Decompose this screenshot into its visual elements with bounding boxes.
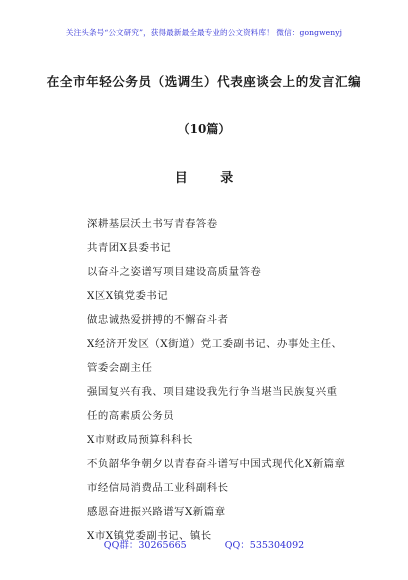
toc-item-text: 做忠诚热爱拼搏的不懈奋斗者 bbox=[87, 314, 229, 326]
toc-item-text: X区X镇党委书记 bbox=[87, 290, 169, 302]
toc-item-text: X市X镇党委副书记、镇长 bbox=[87, 530, 212, 542]
toc-item-text-continued: 任的高素质公务员 bbox=[87, 410, 175, 422]
toc-item-text: 以奋斗之姿谱写项目建设高质量答卷 bbox=[87, 266, 262, 278]
toc-item bbox=[87, 452, 367, 476]
toc-item bbox=[87, 428, 367, 452]
toc-item bbox=[87, 212, 367, 236]
toc-item-text: 强国复兴有我、项目建设我先行争当堪当民族复兴重 bbox=[87, 386, 338, 398]
table-of-contents bbox=[87, 212, 367, 548]
toc-item bbox=[87, 500, 367, 524]
toc-heading: 目 录 bbox=[174, 171, 248, 186]
toc-item bbox=[87, 236, 367, 260]
toc-item bbox=[87, 308, 367, 332]
toc-item-text: 市经信局消费品工业科副科长 bbox=[87, 482, 229, 494]
header-promo-note: 关注头条号“公文研究”，获得最新最全最专业的公文资料库！ 微信：gongwenyj bbox=[65, 28, 343, 37]
toc-item bbox=[87, 476, 367, 500]
toc-item-text-continued: 管委会副主任 bbox=[87, 362, 153, 374]
toc-item bbox=[87, 332, 367, 380]
toc-item-text: 不负韶华争朝夕以青春奋斗谱写中国式现代化X新篇章 bbox=[87, 458, 346, 470]
article-count: （10篇） bbox=[177, 122, 231, 136]
document-title: 在全市年轻公务员（选调生）代表座谈会上的发言汇编 bbox=[46, 74, 362, 89]
toc-item-text: 深耕基层沃土书写青春答卷 bbox=[87, 218, 218, 230]
toc-item bbox=[87, 260, 367, 284]
toc-item-text: 共青团X县委书记 bbox=[87, 242, 172, 254]
footer-contact bbox=[0, 537, 408, 551]
toc-item-text: 感恩奋进振兴路谱写X新篇章 bbox=[87, 506, 226, 518]
toc-item-text: X经济开发区（X街道）党工委副书记、办事处主任、 bbox=[87, 338, 343, 350]
toc-item-text: X市财政局预算科科长 bbox=[87, 434, 193, 446]
toc-item bbox=[87, 380, 367, 428]
footer-qq-group: QQ群：30265665 bbox=[103, 540, 187, 551]
toc-item bbox=[87, 284, 367, 308]
footer-qq-number: QQ：535304092 bbox=[224, 540, 305, 551]
